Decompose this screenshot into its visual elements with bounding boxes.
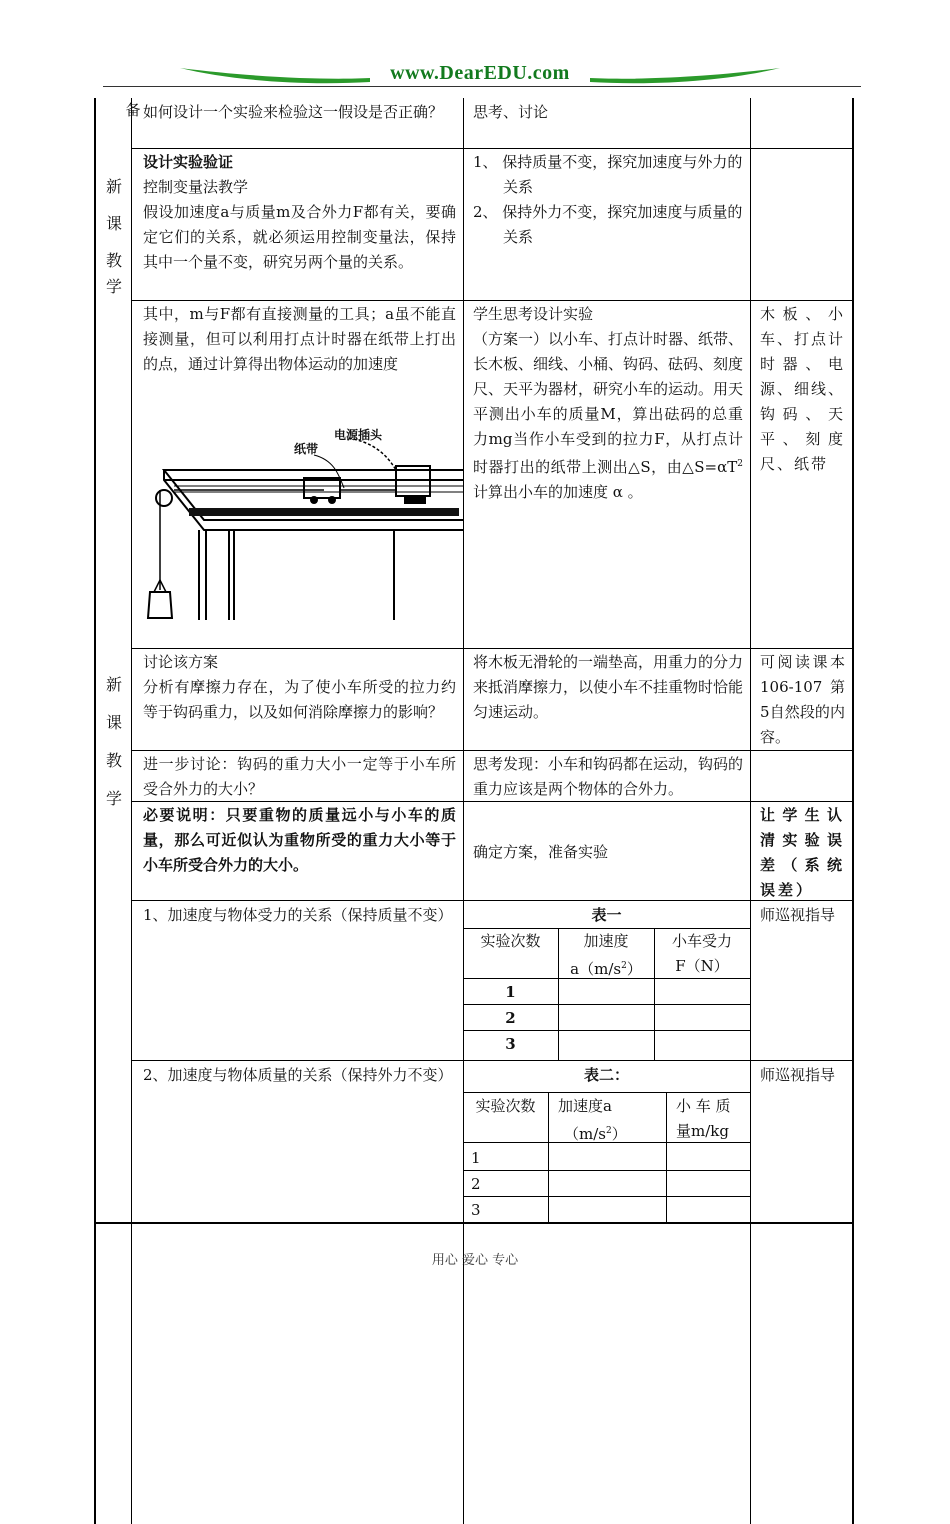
row3-student: [466, 302, 750, 505]
table2-col-accel: 加速度a $(m/s^2)$: [558, 1097, 627, 1143]
row5-teacher: 进一步讨论：钩码的重力大小一定等于小车所受合外力的大小？: [143, 755, 456, 798]
row1-student: 思考、讨论: [473, 103, 549, 121]
side-label-lower-2: 课: [105, 713, 122, 732]
row8-teacher: 2、加速度与物体质量的关系（保持外力不变）: [143, 1066, 453, 1084]
row6-student: 确定方案，准备实验: [473, 843, 609, 861]
row7-teacher: 1、加速度与物体受力的关系（保持质量不变）: [143, 906, 453, 924]
side-label-upper-1: 新: [105, 177, 122, 196]
row8-note: 师巡视指导: [760, 1066, 836, 1084]
side-label-upper-4: 学: [105, 277, 122, 296]
row2-title: 设计实验验证: [143, 153, 234, 171]
table2-row-2: 2: [471, 1175, 481, 1193]
row6-note: 让学生认清实验误差（系统误差）: [760, 806, 845, 899]
row4-teacher-body: 分析有摩擦力存在，为了使小车所受的拉力约等于钩码重力，以及如何消除摩擦力的影响？: [143, 678, 456, 721]
side-label-lower-4: 学: [105, 789, 122, 808]
header-rule: [103, 86, 861, 87]
row2-teacher: [136, 150, 463, 275]
table2-title: 表二：: [583, 1066, 629, 1084]
apparatus-diagram: [134, 420, 464, 630]
table1-title: 表一: [591, 906, 622, 924]
row2-step-1: 1、 保持质量不变，探究加速度与外力的关系: [473, 153, 743, 196]
side-label-upper-3: 教: [105, 251, 122, 270]
row4-teacher: [136, 650, 463, 725]
table1-row-2: 2: [505, 1009, 516, 1027]
table1-row-1: 1: [505, 983, 516, 1001]
side-label-lower-1: 新: [105, 675, 122, 694]
table2-row-1: 1: [471, 1149, 481, 1167]
row5-student: 思考发现：小车和钩码都在运动，钩码的重力应该是两个物体的合外力。: [473, 755, 744, 798]
table2-row-3: 3: [471, 1201, 481, 1219]
table1-col-force: 小车受力 F（N）: [671, 932, 732, 975]
site-brand[interactable]: www.DearEDU.com: [390, 62, 570, 84]
side-label-lower-3: 教: [105, 751, 122, 770]
diagram-label-plug: 电源插头: [334, 428, 383, 442]
row2-body: 假设加速度a与质量m及合外力F都有关，要确定它们的关系，就必须运用控制变量法，保持其中一个量不变，研究另两个量的关系。: [143, 203, 456, 271]
row4-student: 将木板无滑轮的一端垫高，用重力的分力来抵消摩擦力，以使小车不挂重物时恰能匀速运动。: [473, 653, 744, 721]
row2-subtitle: 控制变量法教学: [143, 178, 249, 196]
row4-teacher-title: 讨论该方案: [143, 653, 219, 671]
table2-col-mass: 小 车 质 量m/kg: [676, 1097, 731, 1140]
table1-col-accel: 加速度 $a(m/s^2)$: [570, 932, 642, 978]
row3-student-title: 学生思考设计实验: [473, 305, 594, 323]
table1-col-trial: 实验次数: [480, 932, 541, 950]
table2-col-trial: 实验次数: [475, 1097, 536, 1115]
diagram-label-tape: 纸带: [294, 442, 319, 456]
page-footer: 用心 爱心 专心: [431, 1253, 519, 1268]
row6-teacher: 必要说明：只要重物的质量远小与小车的质量，那么可近似认为重物所受的重力大小等于小车所受合外力的大小。: [143, 806, 456, 874]
row3-student-body: （方案一）以小车、打点计时器、纸带、长木板、细线、小桶、钩码、砝码、刻度尺、天平为器材，研究小车的运动。用天平测出小车的质量M，算出砝码的总重力mg当作小车受到的拉力F，从打点计时器打出的纸带上测出△S，由$\triangle S=\alpha T^2$计算出小车的加速度 α 。: [473, 330, 744, 501]
side-label-bei: 备: [125, 101, 141, 119]
header-banner: [100, 56, 860, 96]
row1-teacher: 如何设计一个实验来检验这一假设是否正确？: [143, 103, 444, 121]
row2-step-2: 2、 保持外力不变，探究加速度与质量的关系: [473, 203, 743, 246]
row7-note: 师巡视指导: [760, 906, 836, 924]
row2-student: [466, 150, 750, 250]
table1-row-3: 3: [505, 1035, 516, 1053]
row4-note: 可阅读课本106-107第5自然段的内容。: [760, 653, 845, 746]
row3-note: 木板、小车、打点计时器、电源、细线、钩码、天平、刻度尺、纸带: [760, 305, 846, 473]
side-label-upper-2: 课: [105, 214, 122, 233]
row3-teacher: 其中，m与F都有直接测量的工具；a虽不能直接测量，但可以利用打点计时器在纸带上打出的点，通过计算得出物体运动的加速度: [143, 305, 456, 373]
